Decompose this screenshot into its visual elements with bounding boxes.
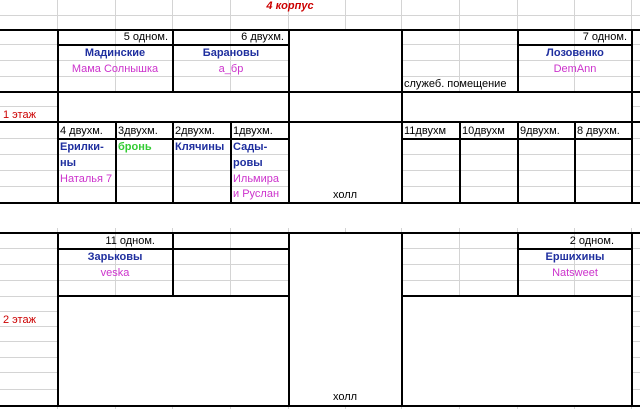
hall-1-block [289,30,402,203]
room-2-single-family: Ершихины [545,251,605,263]
corridor-right-1 [402,92,632,122]
room-8-type: 8 двухм. [577,125,620,137]
blank-separator-row [0,204,640,228]
room-1-user-line2: и Руслан [233,188,280,200]
hall-1-label: холл [333,189,358,201]
room-7-type: 7 одном. [582,31,627,43]
room-7-user: DemAnn [553,63,597,75]
building-title: 4 корпус [266,0,314,12]
room-11-single-family: Зарьковы [87,251,143,263]
room-4-family-line2: ны [60,157,77,169]
room-2-family: Клячины [175,141,225,153]
room-5-user: Мама Солнышка [71,63,159,75]
room-2-type: 2двухм. [175,125,215,137]
room-1-family-line1: Сады- [233,141,268,153]
room-5-type: 5 одном. [123,31,168,43]
room-3-type: 3двухм. [118,125,158,137]
room-2-single-type: 2 одном. [569,235,614,247]
room-7-family: Лозовенко [546,47,604,59]
room-5-family: Мадинские [84,47,146,59]
room-11-single-user: veska [100,267,130,279]
room-4-family-line1: Ерилки- [60,141,104,153]
corridor-2 [58,296,631,406]
room-6-type: 6 двухм. [241,31,284,43]
room-11-single-type: 11 одном. [105,235,155,247]
room-4-type: 4 двухм. [60,125,103,137]
service-room-label: служеб. помещение [404,78,507,90]
room-10-type: 10двухм [462,125,505,137]
room-1-type: 1двухм. [233,125,273,137]
room-1-family-line2: ровы [233,157,263,169]
corridor-left-1 [58,92,289,122]
room-6-user: a_бр [218,63,244,75]
room-11-type: 11двухм [404,125,447,137]
hall-2-label: холл [333,391,358,403]
room-3-status: бронь [118,141,152,153]
floor-1-label: 1 этаж [3,109,36,121]
room-9-type: 9двухм. [520,125,560,137]
room-1-user-line1: Ильмира [233,173,279,185]
room-6-family: Барановы [202,47,260,59]
floor-2-label: 2 этаж [3,314,36,326]
hall-2-block [289,233,402,303]
room-4-user: Наталья 7 [60,173,113,185]
room-2-single-user: Natsweet [552,267,598,279]
